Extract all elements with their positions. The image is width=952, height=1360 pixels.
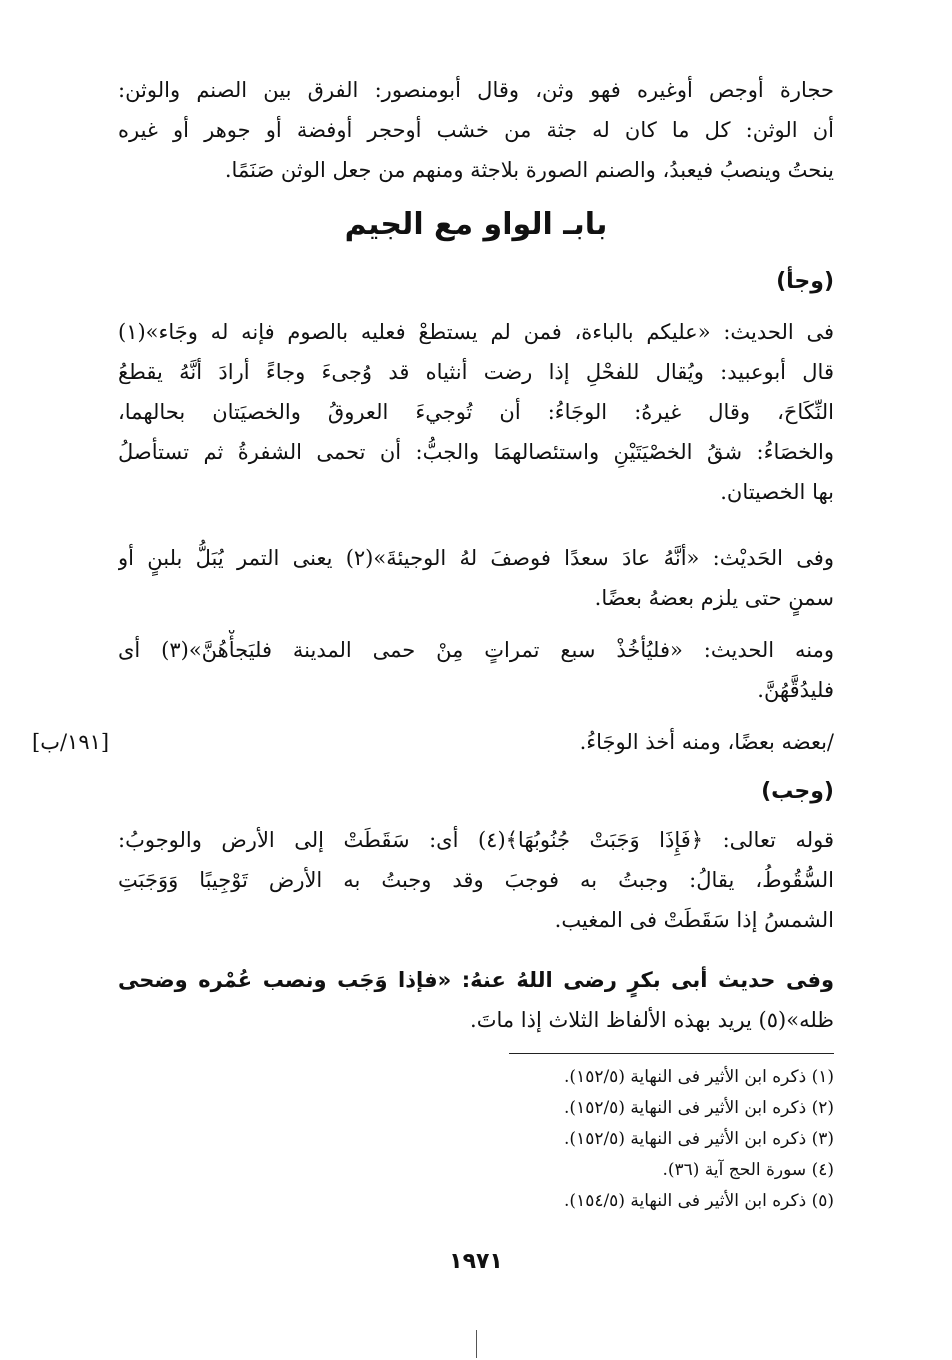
text-line: ظله»(٥) يريد بهذه الألفاظ الثلاث إذا ماتَ.: [470, 1008, 834, 1032]
manuscript-folio-marker: [١٩١/ب]: [32, 730, 110, 754]
text-line: فليدُقَّهُنَّ.: [757, 678, 834, 702]
entry-heading-waja: (وجأ): [776, 269, 834, 294]
text-line: النِّكَاحَ، وقال غيرهُ: الوجَاءُ: أن تُوجيءَ العروقُ والخصيَتان بحالهما،: [118, 400, 834, 424]
footnote: (١) ذكره ابن الأثير فى النهاية (١٥٢/٥).: [564, 1067, 834, 1087]
entry-wajaba-paragraph-1: [118, 820, 834, 940]
text-line: قال أبوعبيد: ويُقال للفحْلِ إذا رضت أنثياه قد وُجىءَ وجاءً أرادَ أنَّهُ يقطعُ: [118, 360, 834, 384]
entry-waja-paragraph-3: [118, 630, 834, 710]
footnote-separator: [509, 1053, 834, 1054]
text-line: وفى حديث أبى بكرٍ رضى اللهُ عنهُ: «فإذا وَجَب ونصب عُمْره وضحى: [118, 968, 834, 992]
entry-heading-wajaba: (وجب): [761, 779, 834, 804]
footnote: (٢) ذكره ابن الأثير فى النهاية (١٥٢/٥).: [564, 1098, 834, 1118]
text-line: ومنه الحديث: «فليُأخُذْ سبع تمراتٍ مِنْ حمى المدينة فليَجأْهُنَّ»(٣) أى: [118, 638, 834, 662]
entry-waja-paragraph-4: [118, 722, 834, 762]
text-line: وفى الحَديْث: «أنَّهُ عادَ سعدًا فوصفَ لهُ الوجيئةَ»(٢) يعنى التمر يُبَلُّ بلبنٍ أو: [118, 546, 834, 570]
text-line: السُّقُوطُ، يقالُ: وجبتُ به فوجبَ وقد وجبتُ به الأرض تَوْجِيبًا وَوَجَبَتِ: [118, 868, 834, 892]
continuation-paragraph: [118, 70, 834, 190]
footnote: (٣) ذكره ابن الأثير فى النهاية (١٥٢/٥).: [564, 1129, 834, 1149]
text-line: حجارة أوجص أوغيره فهو وثن، وقال أبومنصور: الفرق بين الصنم والوثن:: [118, 78, 834, 102]
text-line: والخصَاءُ: شقُ الخصْيَتَيْنِ واستئصالهمَا والجبُّ: أن تحمى الشفرةُ ثم تستأصلُ: [118, 440, 834, 464]
footnote: (٤) سورة الحج آية (٣٦).: [662, 1160, 834, 1180]
footnote: (٥) ذكره ابن الأثير فى النهاية (١٥٤/٥).: [564, 1191, 834, 1211]
page-number: ١٩٧١: [449, 1249, 503, 1274]
chapter-heading: بابـ الواو مع الجيم: [344, 207, 608, 242]
text-line: /بعضه بعضًا، ومنه أخذ الوجَاءُ.: [579, 730, 834, 754]
text-line: أن الوثن: كل ما كان له جثة من خشب أوحجر أوفضة أو جوهر أو غيره: [118, 118, 834, 142]
text-line: ينحتُ وينصبُ فيعبدُ، والصنم الصورة بلاجثة ومنهم من جعل الوثن صَنَمًا.: [224, 158, 834, 182]
scan-mark: [476, 1330, 477, 1358]
text-line: فى الحديث: «عليكم بالباءة، فمن لم يستطعْ فعليه بالصوم فإنه له وجَاء»(١): [118, 320, 834, 344]
entry-wajaba-paragraph-2: [118, 960, 834, 1040]
entry-waja-paragraph-1: [118, 312, 834, 512]
text-line: قوله تعالى: ﴿فَإِذَا وَجَبَتْ جُنُوبُهَا﴾(٤) أى: سَقَطَتْ إلى الأرض والوجوبُ:: [118, 828, 834, 852]
entry-waja-paragraph-2: [118, 538, 834, 618]
text-line: بها الخصيتان.: [720, 480, 834, 504]
footnotes: [434, 1062, 834, 1217]
text-line: الشمسُ إذا سَقَطَتْ فى المغيب.: [554, 908, 834, 932]
text-line: سمنٍ حتى يلزم بعضهُ بعضًا.: [594, 586, 834, 610]
